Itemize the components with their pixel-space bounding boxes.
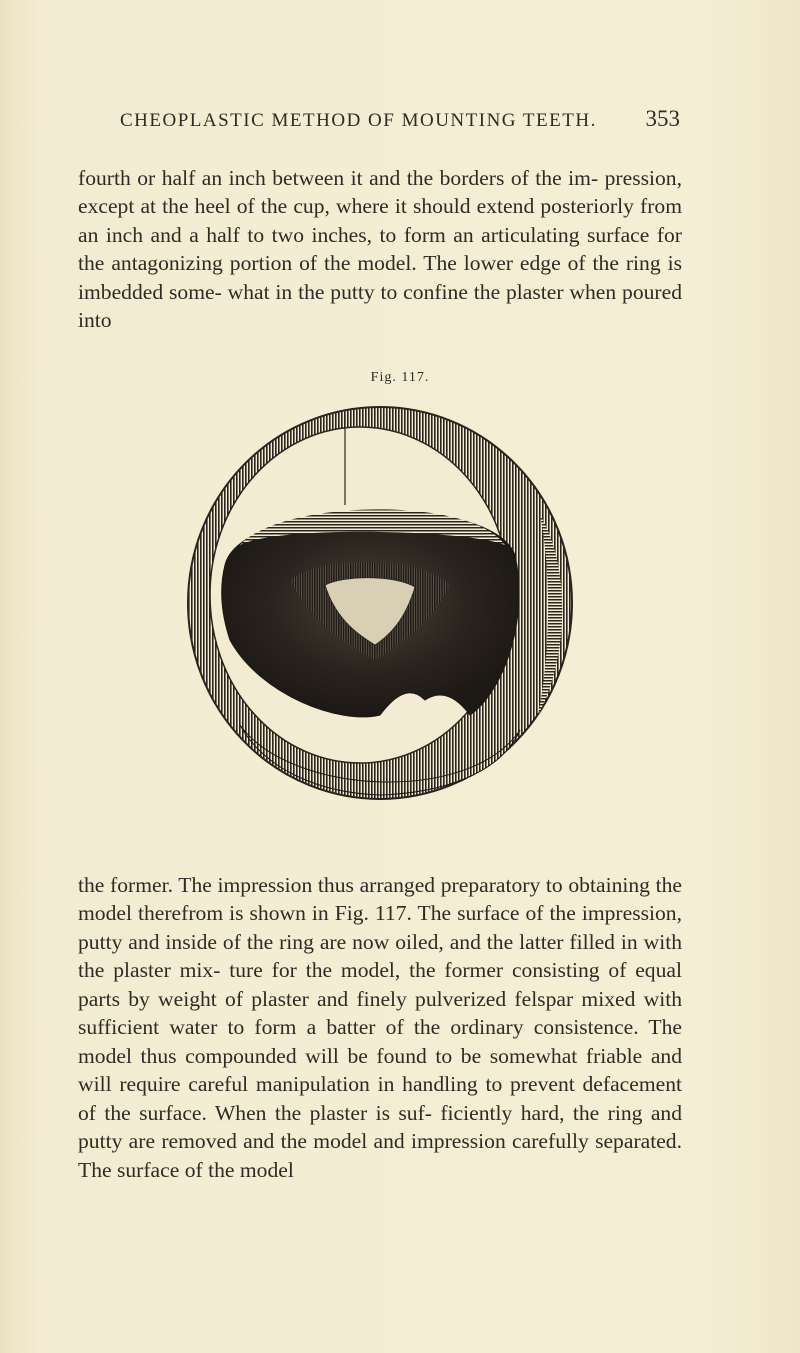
body-paragraph-2: the former. The impression thus arranged preparatory to obtaining the model therefrom is shown in Fig. 117. The surface of the impression, putty and inside of the ring are now oiled, and the latter filled in with the plaster mix- ture for the model, the former consisting of equal parts by weight of plaster and finely pulverized felspar mixed with sufficient water to form a batter of the ordinary consistence. The model thus compounded will be found to be somewhat friable and will require careful manipulation in handling to prevent defacement of the surface. When the plaster is suf- ficiently hard, the ring and putty are removed and the model and impression carefully separated. The surface of the model (78, 872, 682, 1182)
ring-impression-illustration (170, 395, 590, 815)
figure-117-engraving (170, 395, 590, 815)
page-number: 353 (645, 106, 680, 131)
running-head (120, 106, 680, 136)
running-head-title: CHEOPLASTIC METHOD OF MOUNTING TEETH. (120, 110, 597, 131)
figure-caption: Fig. 117. (370, 370, 430, 385)
body-paragraph-1: fourth or half an inch between it and the borders of the im- pression, except at the heel of the cup, where it should extend posteriorly from an inch and a half to two inches, to form an articulating surface for the antagonizing portion of the model. The lower edge of the ring is imbedded some- what in the putty to confine the plaster when poured into (78, 165, 682, 333)
